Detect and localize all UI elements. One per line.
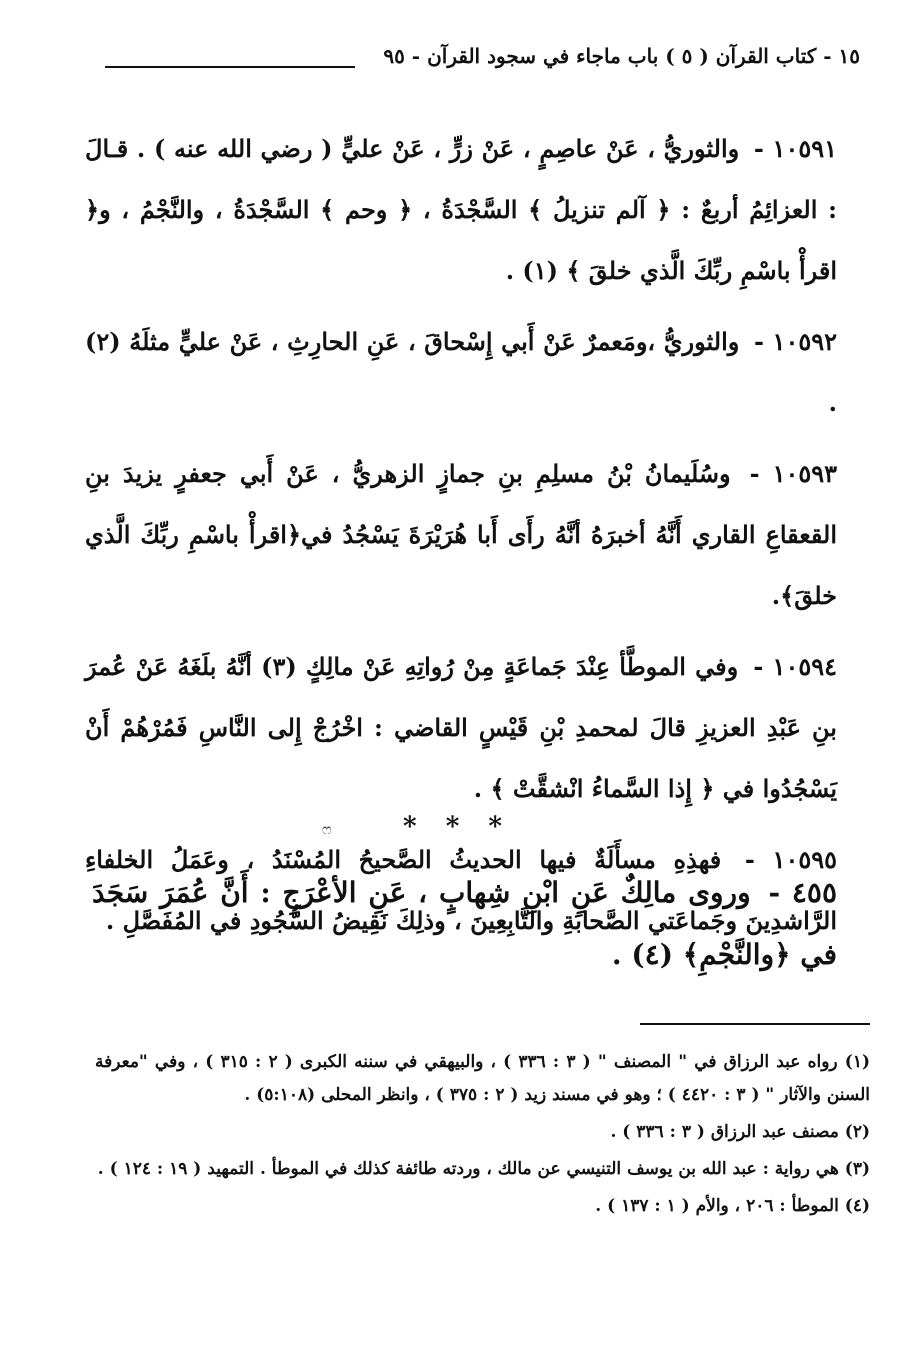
paragraph-10594 xyxy=(85,636,837,819)
paragraph-10593 xyxy=(85,443,837,626)
footnote-3: (٣) هي رواية : عبد الله بن يوسف التنيسي عن مالك ، وردته طائفة كذلك في الموطأ . التمهيد ( ١٩ : ١٢٤ ) . xyxy=(97,1159,870,1179)
paragraph-number: ١٠٥٩٤ - xyxy=(753,652,837,681)
section-paragraph xyxy=(92,862,837,986)
paragraph-text: والثوريُّ ، عَنْ عاصِمٍ ، عَنْ زرٍّ ، عَنْ عليٍّ ( رضي الله عنه ) . قـالَ : العزائِمُ أربعٌ : ﴿ آلم تنزيلُ ﴾ السَّجْدَةُ ، ﴿ وحم ﴾ السَّجْدَةُ ، والنَّجْمُ ، و﴿ اقرأْ باسْمِ ربِّكَ الَّذي خلقَ ﴾ (١) . xyxy=(85,134,837,285)
footnote-1: (١) رواه عبد الرزاق في " المصنف " ( ٣ : ٣٣٦ ) ، والبيهقي في سننه الكبرى ( ٢ : ٣١٥ ) ، وفي "معرفة السنن والآثار " ( ٣ : ٤٤٢٠ ) ؛ وهو في مسند زيد ( ٢ : ٣٧٥ ) ، وانظر المحلى (٥:١٠٨) . xyxy=(95,1052,871,1105)
paragraph-text: وسُلَيمانُ بْنُ مسلِمِ بنِ جمازٍ الزهريُّ ، عَنْ أَبي جعفرٍ يزيدَ بنِ القعقاعِ القاري أَنَّهُ أخبرَهُ أنَّهُ رأَى أَبا هُرَيْرَةَ يَسْجُدُ في﴿اقرأْ باسْمِ ربِّكَ الَّذي خلقَ﴾. xyxy=(85,459,837,610)
footnote-rule xyxy=(640,1023,870,1025)
section-text: وروى مالِكٌ عَنِ ابْنِ شِهابٍ ، عَنِ الأعْرَجِ : أَنَّ عُمَرَ سَجَدَ في ﴿والنَّجْمِ﴾ (٤) . xyxy=(92,876,837,971)
paragraph-number: ١٠٥٩٣ - xyxy=(749,459,838,488)
section-separator: * * * xyxy=(403,812,512,842)
footnote-2: (٢) مصنف عبد الرزاق ( ٣ : ٣٣٦ ) . xyxy=(610,1122,870,1142)
paragraph-text: فهذِهِ مسأَلَةٌ فيها الحديثُ الصَّحيحُ المُسْنَدُ ، وعَمَلُ الخلفاءِ الرَّاشدِينَ وجَماعَتي الصَّحابَةِ والتَّابِعِينَ ، وذلِكَ نَقِيضُ السُّجُودِ في المُفَصَّلِ . xyxy=(85,845,837,935)
paragraph-10591 xyxy=(85,118,837,301)
footnotes xyxy=(95,1046,870,1227)
header-title: ١٥ - كتاب القرآن ( ٥ ) باب ماجاء في سجود القرآن - ٩٥ xyxy=(383,44,860,68)
paragraph-number: ١٠٥٩١ - xyxy=(753,134,837,163)
section-number: ٤٥٥ - xyxy=(768,876,838,909)
section-455 xyxy=(92,862,837,996)
paragraph-10592 xyxy=(85,311,837,433)
paragraph-number: ١٠٥٩٢ - xyxy=(753,327,837,356)
paragraph-number: ١٠٥٩٥ - xyxy=(744,845,837,874)
paragraph-text: وفي الموطَّأ عِنْدَ جَماعَةٍ مِنْ رُواتِهِ عَنْ مالِكٍ (٣) أنَّهُ بلَغَهُ عَنْ عُمرَ بنِ عَبْدِ العزيزِ قالَ لمحمدِ بْنِ قَيْسٍ القاضي : اخْرُجْ إِلى النَّاسِ فَمُرْهُمْ أَنْ يَسْجُدُوا في ﴿ إِذا السَّماءُ انْشقَّتْ ﴾ . xyxy=(85,652,837,803)
page-mark: ෆ xyxy=(322,822,332,838)
footnote-4: (٤) الموطأ : ٢٠٦ ، والأم ( ١ : ١٣٧ ) . xyxy=(595,1196,870,1216)
paragraph-text: والثوريُّ ،ومَعمرٌ عَنْ أَبي إِسْحاقَ ، عَنِ الحارِثِ ، عَنْ عليٍّ مثلَهُ (٢) . xyxy=(85,327,837,417)
header-rule xyxy=(105,66,355,68)
running-header xyxy=(95,44,860,84)
